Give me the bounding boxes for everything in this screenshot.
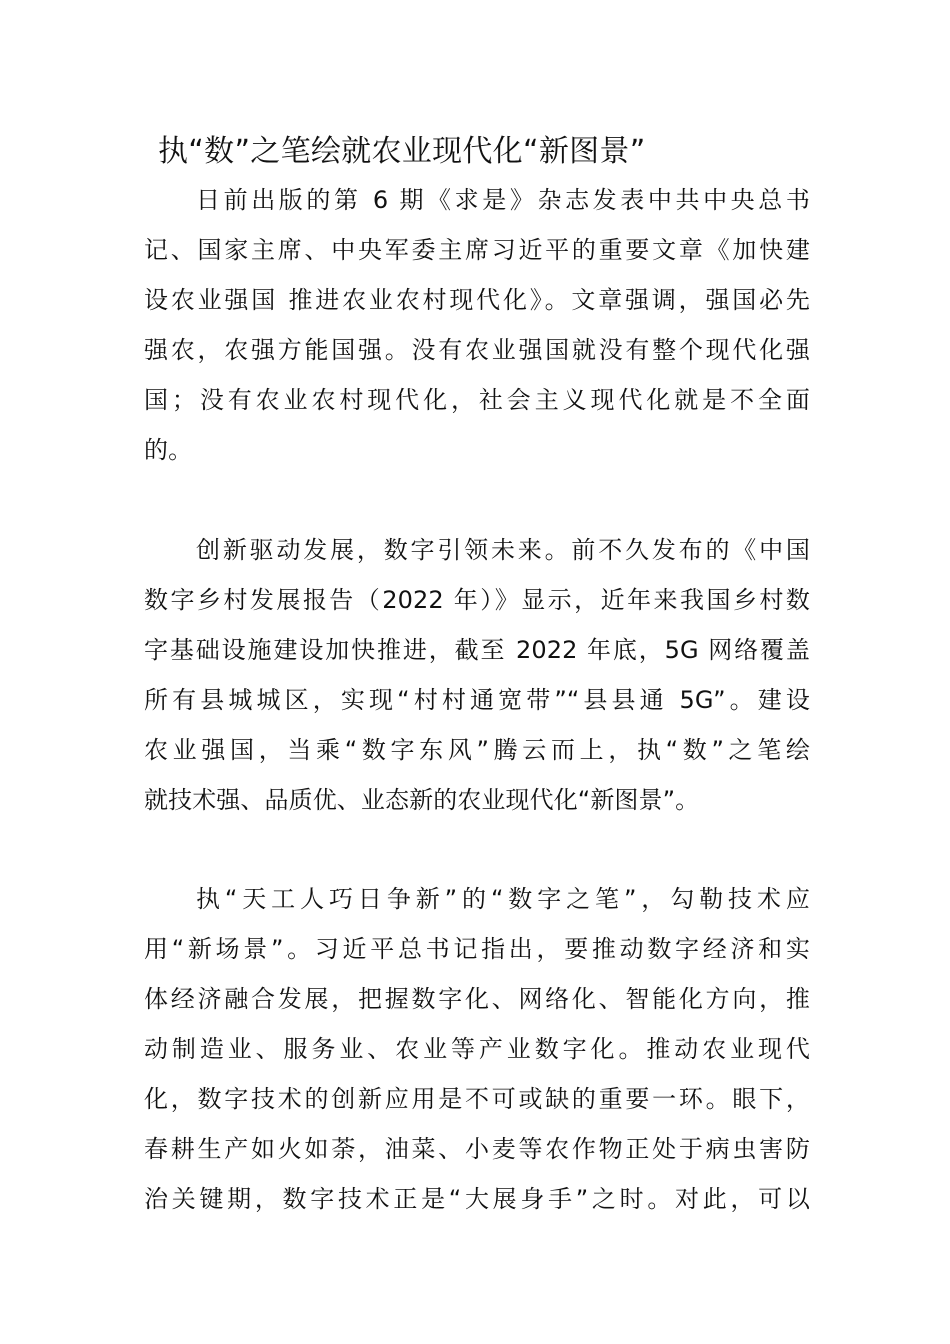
paragraph-1-line-6: 的。 — [144, 436, 193, 464]
paragraph-3-line-7: 治关键期，数字技术正是“大展身手”之时。对此，可以 — [144, 1185, 810, 1213]
paragraph-2-line-1: 创新驱动发展，数字引领未来。前不久发布的《中国 — [196, 536, 810, 564]
paragraph-3-line-1: 执“天工人巧日争新”的“数字之笔”，勾勒技术应 — [196, 885, 810, 913]
paragraph-3-line-3: 体经济融合发展，把握数字化、网络化、智能化方向，推 — [144, 985, 810, 1013]
paragraph-1-line-2: 记、国家主席、中央军委主席习近平的重要文章《加快建 — [144, 236, 810, 264]
paragraph-1-line-4: 强农，农强方能国强。没有农业强国就没有整个现代化强 — [144, 336, 810, 364]
paragraph-3-line-2: 用“新场景”。习近平总书记指出，要推动数字经济和实 — [144, 935, 810, 963]
paragraph-3-line-5: 化，数字技术的创新应用是不可或缺的重要一环。眼下， — [144, 1085, 810, 1113]
paragraph-3-line-4: 动制造业、服务业、农业等产业数字化。推动农业现代 — [144, 1035, 810, 1063]
paragraph-1-line-3: 设农业强国 推进农业农村现代化》。文章强调，强国必先 — [144, 286, 810, 314]
paragraph-1-line-5: 国；没有农业农村现代化，社会主义现代化就是不全面 — [144, 386, 810, 414]
document-title: 执“数”之笔绘就农业现代化“新图景” — [158, 134, 646, 169]
paragraph-2-line-5: 农业强国，当乘“数字东风”腾云而上，执“数”之笔绘 — [144, 736, 810, 764]
paragraph-1-line-1: 日前出版的第 6 期《求是》杂志发表中共中央总书 — [196, 186, 810, 214]
paragraph-2-line-2: 数字乡村发展报告（2022 年）》显示，近年来我国乡村数 — [144, 586, 810, 614]
paragraph-2-line-4: 所有县城城区，实现“村村通宽带”“县县通 5G”。建设 — [144, 686, 810, 714]
paragraph-2-line-3: 字基础设施建设加快推进，截至 2022 年底，5G 网络覆盖 — [144, 636, 810, 664]
paragraph-3-line-6: 春耕生产如火如荼，油菜、小麦等农作物正处于病虫害防 — [144, 1135, 810, 1163]
paragraph-2-line-6: 就技术强、品质优、业态新的农业现代化“新图景”。 — [144, 786, 700, 814]
